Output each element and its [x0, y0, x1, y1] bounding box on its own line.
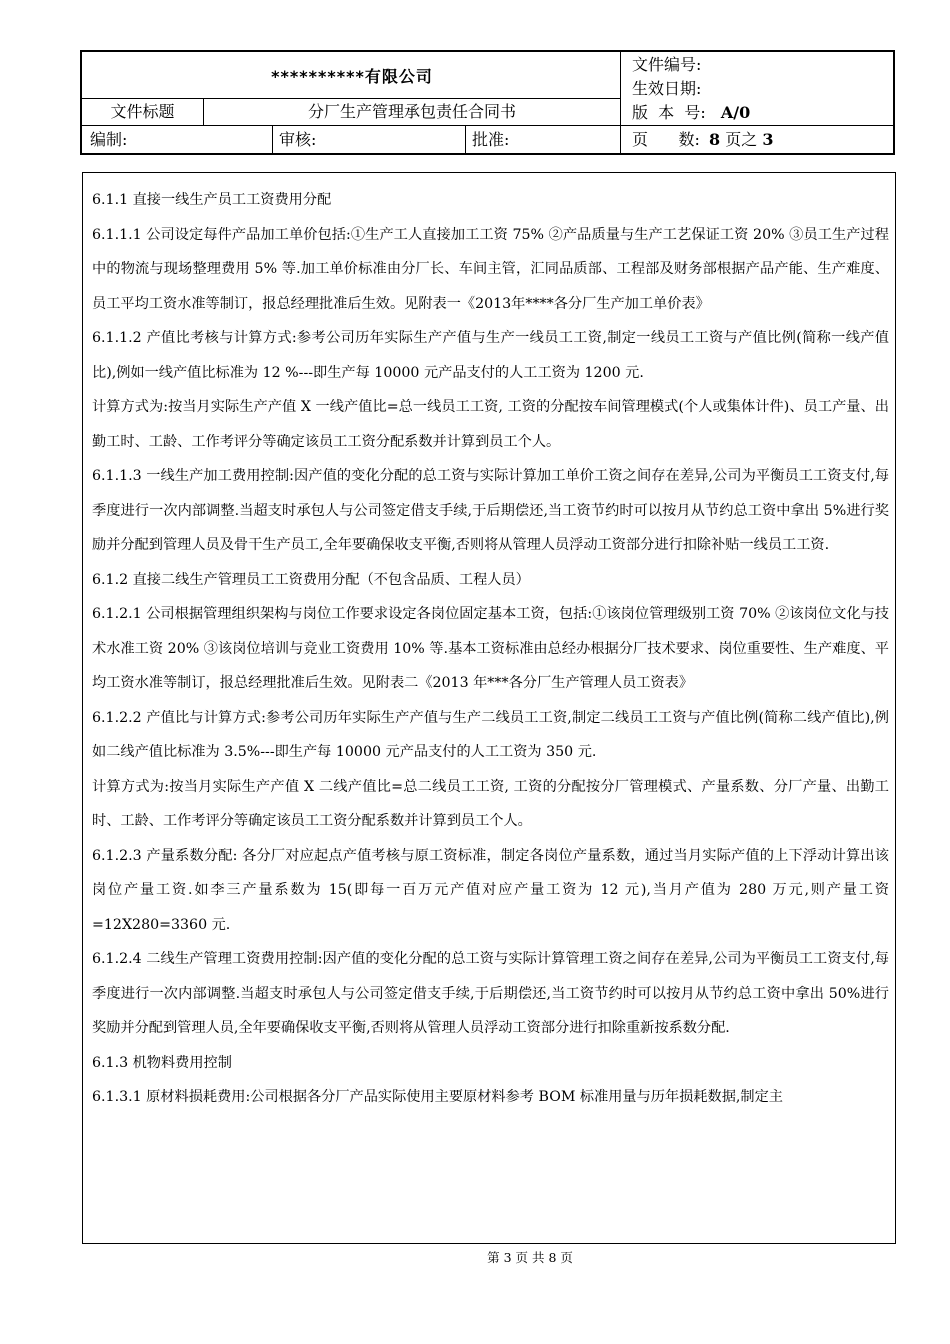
- paragraph: 6.1.1.3 一线生产加工费用控制:因产值的变化分配的总工资与实际计算加工单价工资之间存在差异,公司为平衡员工工资支付,每季度进行一次内部调整.当超支时承包人与公司签定借支手续,于后期偿还,当工资节约时可以按月从节约总工资中拿出 5%进行奖励并分配到管理人员及骨干生产员工,全年要确保收支平衡,否则将从管理人员浮动工资部分进行扣除补贴一线员工工资.: [92, 468, 889, 553]
- document-title: 分厂生产管理承包责任合同书: [307, 102, 516, 121]
- title-label: 文件标题: [110, 102, 175, 121]
- version-label: 版 本 号:: [632, 103, 706, 122]
- paragraph: 计算方式为:按当月实际生产产值 X 一线产值比=总一线员工工资, 工资的分配按车间管理模式(个人或集体计件)、员工产量、出勤工时、工龄、工作考评分等确定该员工工资分配系数并计算到员工个人。: [92, 399, 889, 450]
- prepared-label: 编制:: [90, 130, 128, 149]
- paragraph: 6.1.1.2 产值比考核与计算方式:参考公司历年实际生产产值与生产一线员工工资,制定一线员工工资与产值比例(简称一线产值比),例如一线产值比标准为 12 %---即生产每 10000 元产品支付的人工工资为 1200 元.: [92, 330, 889, 381]
- pages-label: 页 数:: [632, 130, 700, 149]
- paragraph: 6.1.3.1 原材料损耗费用:公司根据各分厂产品实际使用主要原材料参考 BOM 标准用量与历年损耗数据,制定主: [92, 1089, 783, 1105]
- paragraph: 6.1.3 机物料费用控制: [92, 1054, 232, 1071]
- paragraph: 6.1.2 直接二线生产管理员工工资费用分配（不包含品质、工程人员）: [92, 571, 530, 588]
- page-footer: [0, 1248, 950, 1266]
- pages-suffix: 页之: [725, 130, 758, 149]
- file-number-label: 文件编号:: [632, 55, 702, 74]
- paragraph: 计算方式为:按当月实际生产产值 X 二线产值比=总二线员工工资, 工资的分配按分厂管理模式、产量系数、分厂产量、出勤工时、工龄、工作考评分等确定该员工工资分配系数并计算到员工个人。: [92, 778, 889, 829]
- company-name: **********有限公司: [271, 66, 433, 86]
- pages-row: [632, 127, 892, 153]
- paragraph: 6.1.2.3 产量系数分配: 各分厂对应起点产值考核与原工资标准，制定各岗位产量系数，通过当月实际产值的上下浮动计算出该岗位产量工资.如李三产量系数为 15(即每一百万元产值对应产量工资为 12 元),当月产值为 280 万元,则产量工资=12X280=3360 元.: [92, 847, 889, 933]
- version-value: A/0: [720, 103, 751, 122]
- version-row: [632, 101, 892, 125]
- pages-current: 3: [762, 130, 774, 149]
- pages-total: 8: [709, 130, 721, 149]
- paragraph: 6.1.1 直接一线生产员工工资费用分配: [92, 192, 332, 208]
- reviewed-label: 审核:: [279, 130, 317, 149]
- paragraph: 6.1.2.4 二线生产管理工资费用控制:因产值的变化分配的总工资与实际计算管理工资之间存在差异,公司为平衡员工工资支付,每季度进行一次内部调整.当超支时承包人与公司签定借支手续,于后期偿还,当工资节约时可以按月从节约总工资中拿出 50%进行奖励并分配到管理人员,全年要确保收支平衡,否则将从管理人员浮动工资部分进行扣除重新按系数分配.: [92, 951, 889, 1036]
- paragraph: 6.1.2.2 产值比与计算方式:参考公司历年实际生产产值与生产二线员工工资,制定二线员工工资与产值比例(简称二线产值比),例如二线产值比标准为 3.5%---即生产每 10000 元产品支付的人工工资为 350 元.: [92, 709, 889, 760]
- document-header: [80, 50, 895, 155]
- paragraph: 6.1.1.1 公司设定每件产品加工单价包括:①生产工人直接加工工资 75% ②产品质量与生产工艺保证工资 20% ③员工生产过程中的物流与现场整理费用 5% 等.加工单价标准由分厂长、车间主管，汇同品质部、工程部及财务部根据产品产能、生产难度、员工平均工资水准等制订，报总经理批准后生效。见附表一《2013年****各分厂生产加工单价表》: [92, 226, 889, 312]
- page-number: 第 3 页 共 8 页: [487, 1250, 573, 1265]
- effective-date-label: 生效日期:: [632, 79, 702, 98]
- contract-body: [82, 172, 896, 1244]
- approved-label: 批准:: [472, 130, 510, 149]
- paragraph: 6.1.2.1 公司根据管理组织架构与岗位工作要求设定各岗位固定基本工资，包括:①该岗位管理级别工资 70% ②该岗位文化与技术水准工资 20% ③该岗位培训与竞业工资费用 10% 等.基本工资标准由总经办根据分厂技术要求、岗位重要性、生产难度、平均工资水准等制订，报总经理批准后生效。见附表二《2013 年***各分厂生产管理人员工资表》: [92, 606, 889, 691]
